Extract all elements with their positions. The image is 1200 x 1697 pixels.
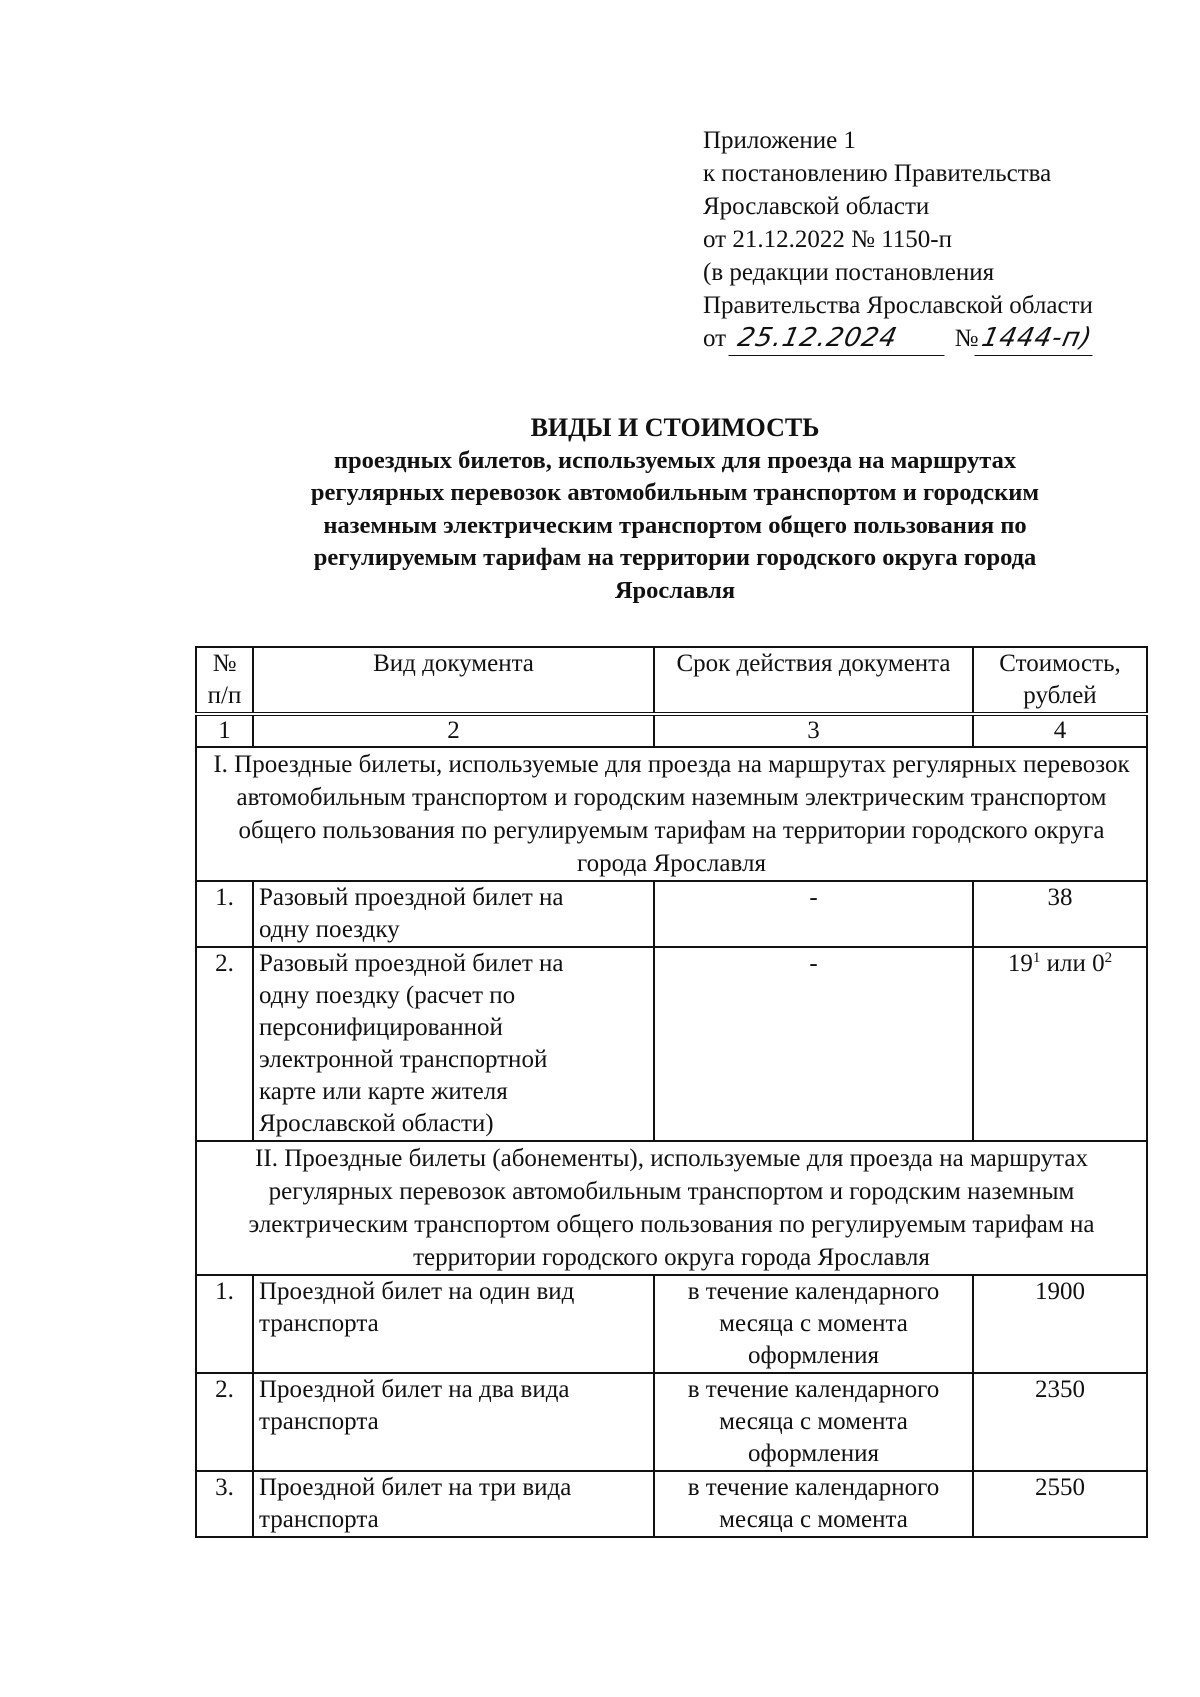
column-number-4: 4 — [973, 714, 1147, 747]
section-1-title: I. Проездные билеты, используемые для проезда на маршрутах регулярных перевозок автомобильным транспортом и городским наземным электрическим транспортом общего пользования по регулируемым тарифам на территории городского округа города Ярославля — [196, 747, 1147, 881]
row-num: 1. — [196, 1275, 253, 1373]
column-number-3: 3 — [654, 714, 973, 747]
title-line-5: Ярославля — [614, 576, 736, 604]
title-main: ВИДЫ И СТОИМОСТЬ — [530, 413, 820, 442]
row-num: 1. — [196, 881, 253, 947]
row-doc: Разовый проездной билет на одну поездку (расчет по персонифицированной электронной транспортной карте или карте жителя Ярославской области) — [253, 947, 654, 1141]
column-number-1: 1 — [196, 714, 253, 747]
header-num: № п/п — [196, 647, 253, 714]
row-term: - — [654, 881, 973, 947]
footnote-2-marker: 2 — [1104, 950, 1113, 966]
column-numbers-row — [196, 714, 1147, 747]
table-row — [196, 881, 1147, 947]
appendix-line-3: Ярославской области — [703, 193, 930, 220]
row-term: в течение календарного месяца с момента оформления — [654, 1275, 973, 1373]
row-cost: 38 — [973, 881, 1147, 947]
handwritten-date: 25.12.2024 — [729, 322, 952, 356]
header-doc: Вид документа — [253, 647, 654, 714]
table-row — [196, 1373, 1147, 1471]
row-term: - — [654, 947, 973, 1141]
row-term: в течение календарного месяца с момента — [654, 1471, 973, 1537]
row-doc: Проездной билет на три вида транспорта — [253, 1471, 654, 1537]
appendix-line-6: Правительства Ярославской области — [703, 292, 1093, 319]
appendix-line-1: Приложение 1 — [703, 127, 856, 154]
title-line-1: проездных билетов, используемых для проезда на маршрутах — [333, 446, 1017, 474]
row-num: 3. — [196, 1471, 253, 1537]
handwritten-number: 1444-п) — [975, 322, 1100, 356]
row-num: 2. — [196, 947, 253, 1141]
section-2-title: II. Проездные билеты (абонементы), используемые для проезда на маршрутах регулярных перевозок автомобильным транспортом и городским наземным электрическим транспортом общего пользования по регулируемым тарифам на территории городского округа города Ярославля — [196, 1141, 1147, 1275]
table-row — [196, 1471, 1147, 1537]
title-line-2: регулярных перевозок автомобильным транспортом и городским — [310, 479, 1040, 506]
appendix-block — [703, 124, 1096, 356]
from-prefix: от — [703, 325, 727, 352]
table-header-row — [196, 647, 1147, 714]
appendix-line-4: от 21.12.2022 № 1150-п — [703, 226, 952, 253]
row-doc: Проездной билет на два вида транспорта — [253, 1373, 654, 1471]
row-cost: 2350 — [973, 1373, 1147, 1471]
appendix-line-5: (в редакции постановления — [703, 259, 995, 286]
number-prefix: № — [954, 325, 979, 352]
appendix-line-2: к постановлению Правительства — [703, 160, 1052, 187]
title-line-4: регулируемым тарифам на территории городского округа города — [313, 544, 1037, 571]
row-term: в течение календарного месяца с момента оформления — [654, 1373, 973, 1471]
cost-or: или — [1040, 950, 1093, 977]
column-number-2: 2 — [253, 714, 654, 747]
row-cost: 2550 — [973, 1471, 1147, 1537]
footnote-1-marker: 1 — [1032, 950, 1041, 966]
appendix-amendment-line — [703, 322, 1096, 356]
header-term: Срок действия документа — [654, 647, 973, 714]
table-row — [196, 1275, 1147, 1373]
fares-table — [195, 646, 1148, 1538]
header-cost: Стоимость, рублей — [973, 647, 1147, 714]
row-num: 2. — [196, 1373, 253, 1471]
section-1-row — [196, 747, 1147, 881]
row-doc: Разовый проездной билет на одну поездку — [253, 881, 654, 947]
title-line-3: наземным электрическим транспортом общего пользования по — [323, 511, 1027, 539]
row-cost: 1900 — [973, 1275, 1147, 1373]
document-title — [190, 412, 1160, 607]
cost-value-a: 19 — [1007, 950, 1033, 977]
cost-value-b: 0 — [1092, 950, 1105, 977]
row-cost — [973, 947, 1147, 1141]
section-2-row — [196, 1141, 1147, 1275]
table-row — [196, 947, 1147, 1141]
row-doc: Проездной билет на один вид транспорта — [253, 1275, 654, 1373]
